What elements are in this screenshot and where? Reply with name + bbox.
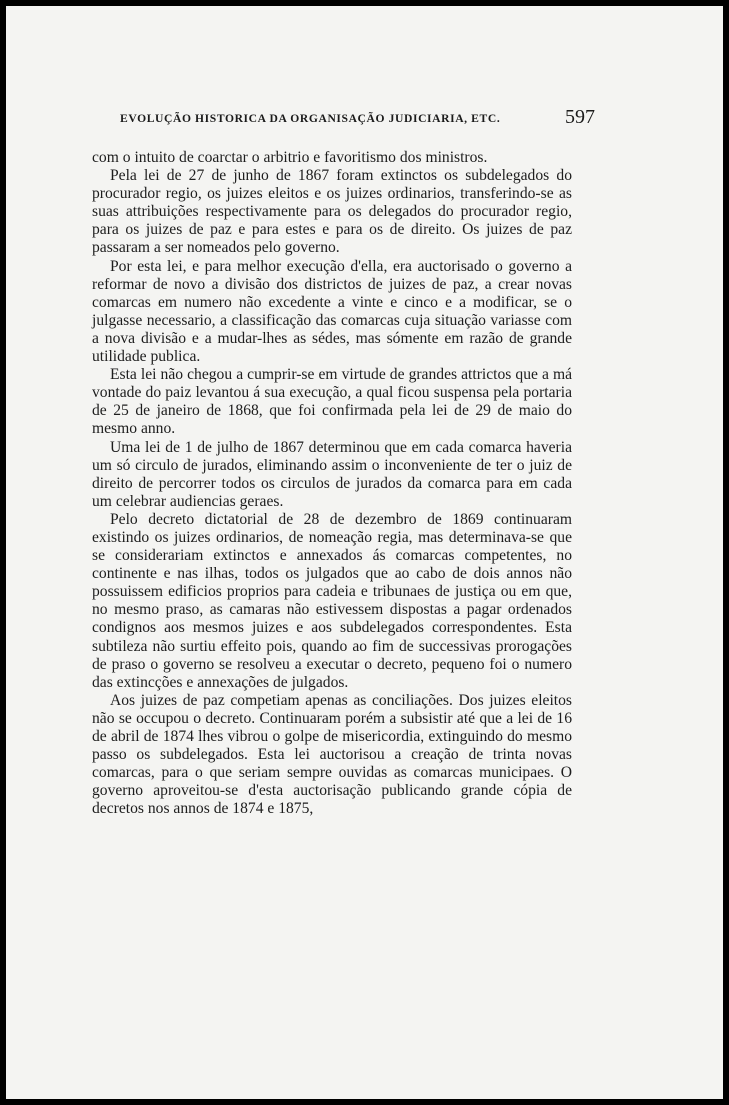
- paragraph: Por esta lei, e para melhor execução d'ella, era auctorisado o governo a reformar de novo a divisão dos districtos de juizes de paz, a crear novas comarcas em numero não excedente a vinte e cinco e a modificar, se o julgasse necessario, a classificação das comarcas cuja situação variasse com a nova divisão e a mudar-lhes as sédes, mas sómente em razão de grande utilidade publica.: [92, 257, 572, 366]
- paragraph: Uma lei de 1 de julho de 1867 determinou que em cada comarca haveria um só circulo de jurados, eliminando assim o inconveniente de ter o juiz de direito de percorrer todos os circulos de jurados da comarca para em cada um celebrar audiencias geraes.: [92, 438, 572, 510]
- paragraph: Aos juizes de paz competiam apenas as conciliações. Dos juizes eleitos não se occupou o decreto. Continuaram porém a subsistir até que a lei de 16 de abril de 1874 lhes vibrou o golpe de misericordia, extinguindo do mesmo passo os subdelegados. Esta lei auctorisou a creação de trinta novas comarcas, para o que seriam sempre ouvidas as comarcas municipaes. O governo aproveitou-se d'esta auctorisação publicando grande cópia de decretos nos annos de 1874 e 1875,: [92, 691, 572, 818]
- paragraph: com o intuito de coarctar o arbitrio e favoritismo dos ministros.: [92, 149, 488, 166]
- body-text: [92, 149, 572, 818]
- paragraph: Esta lei não chegou a cumprir-se em virtude de grandes attrictos que a má vontade do paiz levantou á sua execução, a qual ficou suspensa pela portaria de 25 de janeiro de 1868, que foi confirmada pela lei de 29 de maio do mesmo anno.: [92, 366, 572, 438]
- paragraph: Pelo decreto dictatorial de 28 de dezembro de 1869 continuaram existindo os juizes ordinarios, de nomeação regia, mas determinava-se que se considerariam extinctos e annexados ás comarcas competentes, no continente e nas ilhas, todos os julgados que ao cabo de dois annos não possuissem edificios proprios para cadeia e tribunaes de justiça ou em que, no mesmo praso, as camaras não estivessem dispostas a pagar ordenados condignos aos mesmos juizes e aos subdelegados correspondentes. Esta subtileza não surtiu effeito pois, quando ao fim de successivas prorogações de praso o governo se resolveu a executar o decreto, pequeno foi o numero das extincções e annexações de julgados.: [92, 510, 572, 691]
- page-number: 597: [565, 106, 595, 128]
- book-page: [6, 6, 723, 1099]
- page-header: [120, 106, 595, 132]
- paragraph: Pela lei de 27 de junho de 1867 foram extinctos os subdelegados do procurador regio, os juizes eleitos e os juizes ordinarios, transferindo-se as suas attribuições respectivamente para os delegados do procurador regio, para os juizes de paz e para estes e para os de direito. Os juizes de paz passaram a ser nomeados pelo governo.: [92, 167, 572, 257]
- running-title: EVOLUÇÃO HISTORICA DA ORGANISAÇÃO JUDICIARIA, ETC.: [120, 112, 501, 125]
